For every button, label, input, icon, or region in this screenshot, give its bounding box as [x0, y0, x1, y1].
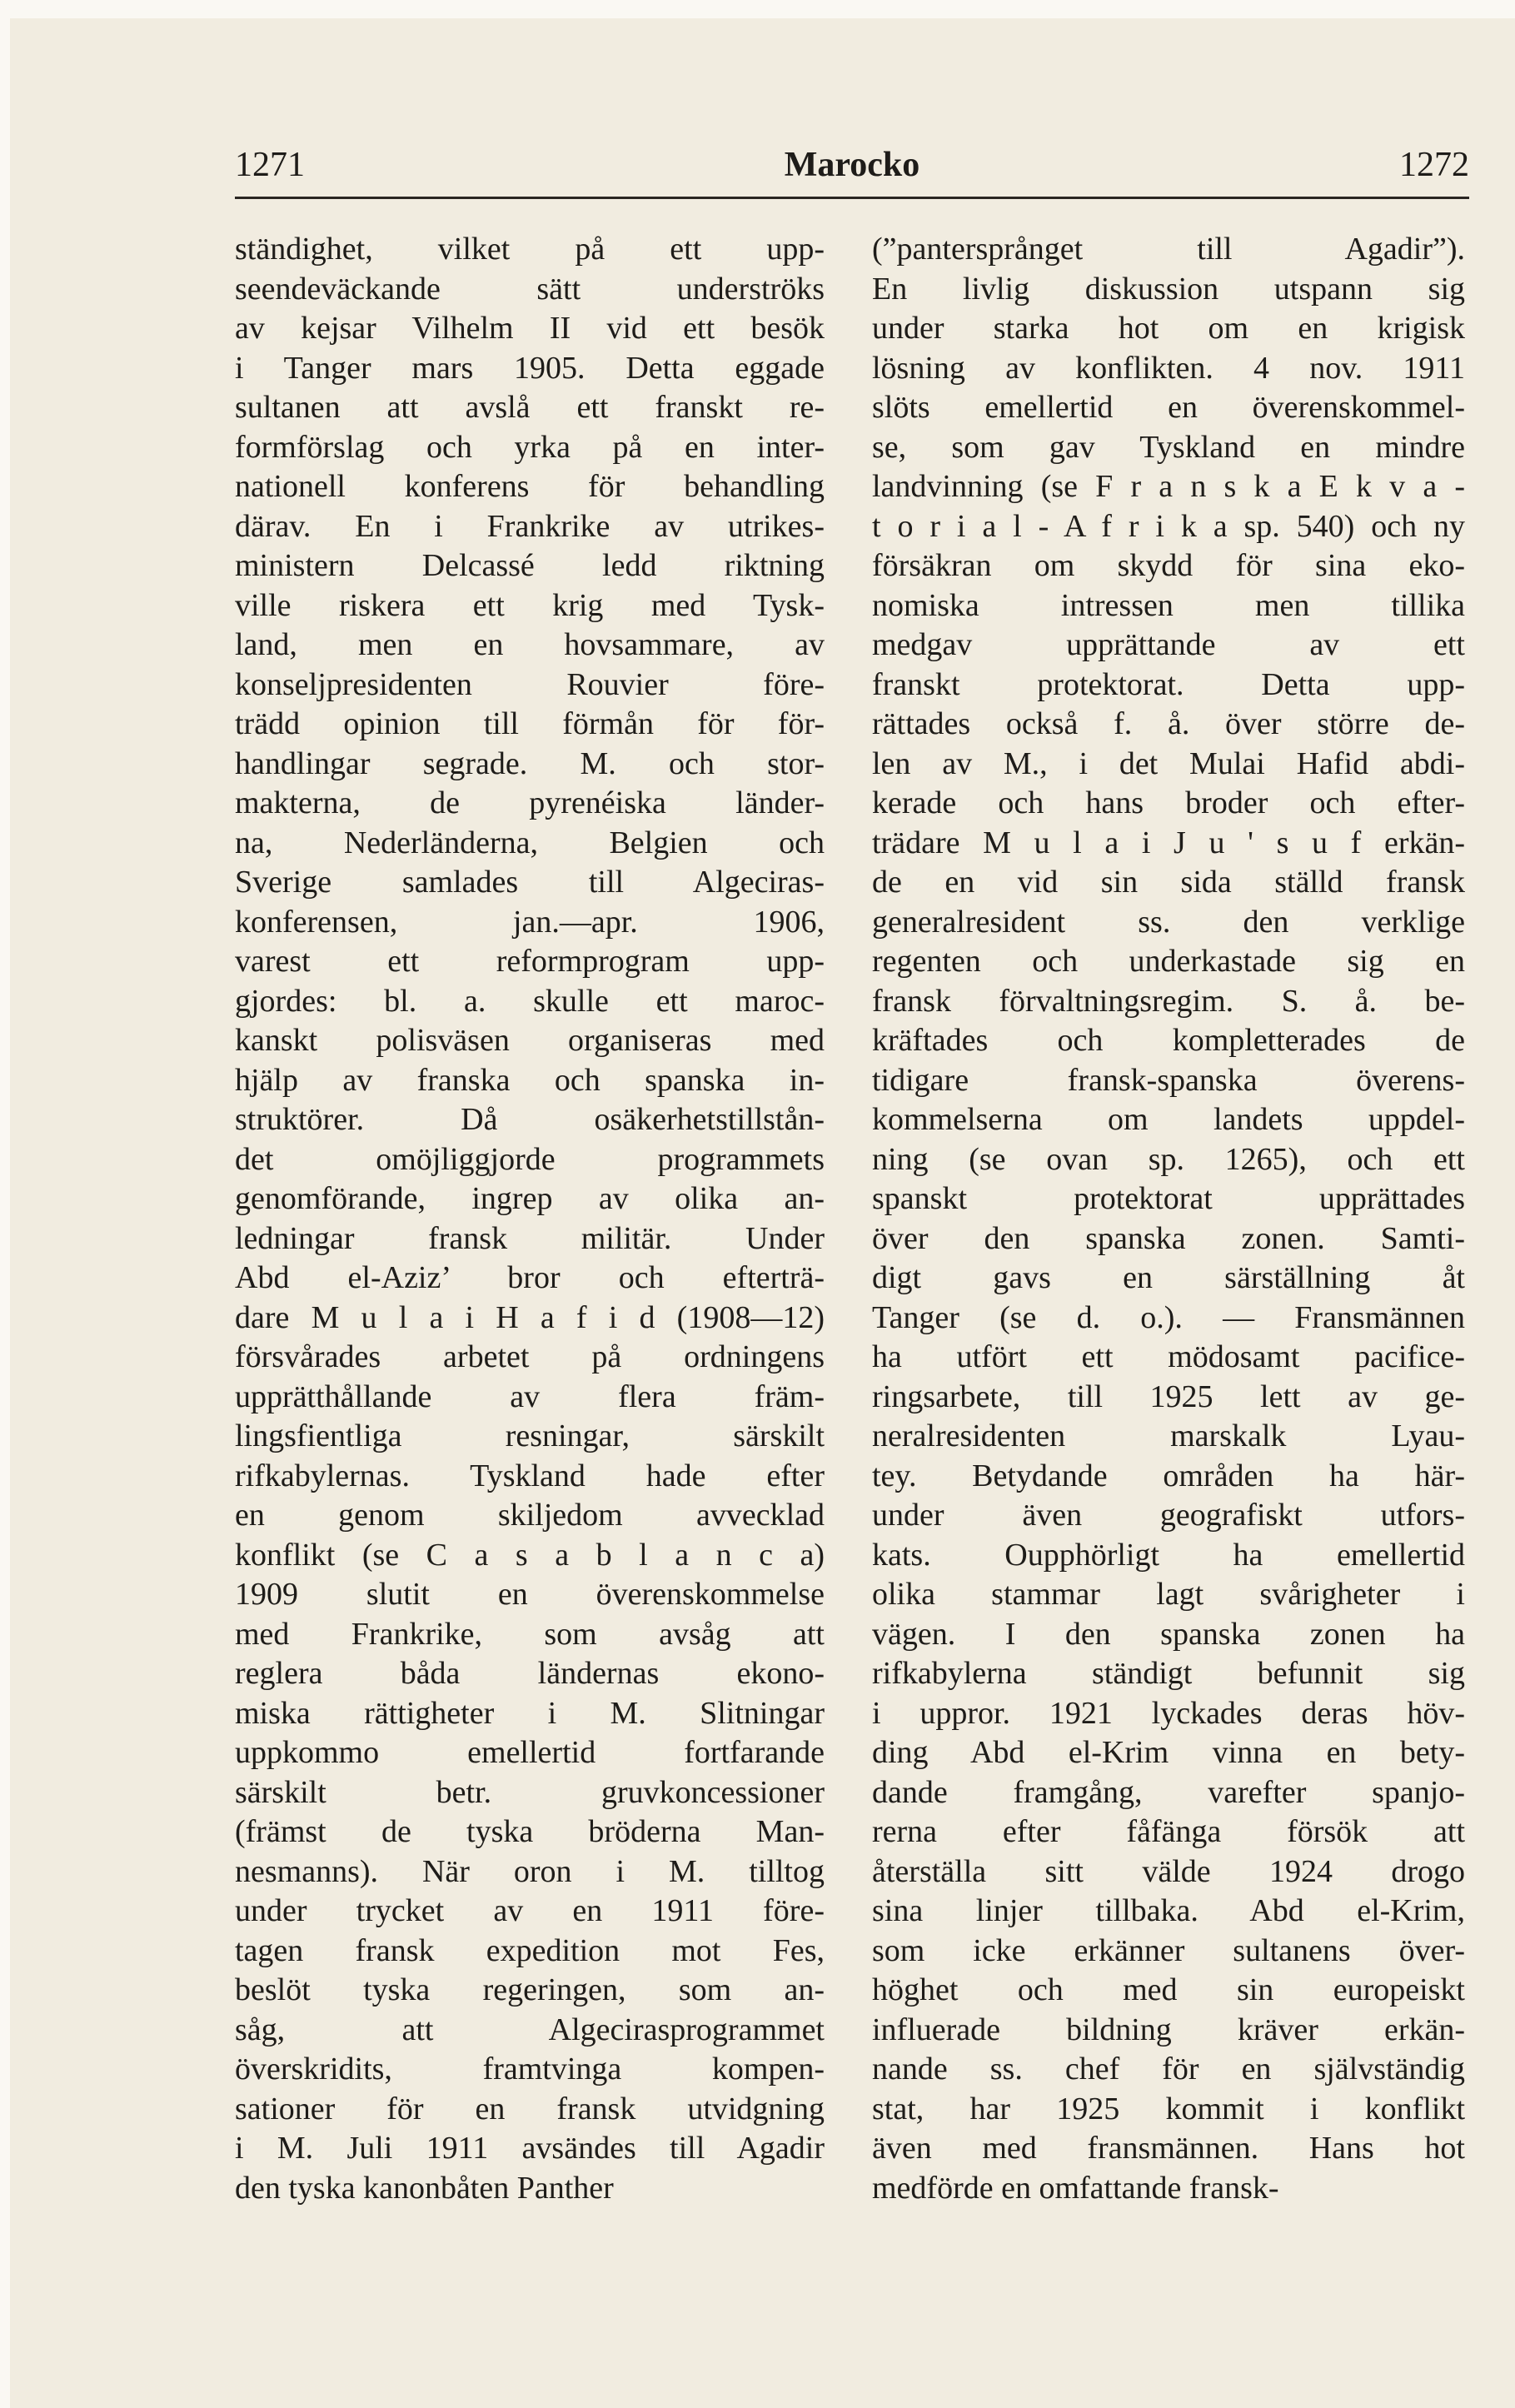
text-line: överskridits, framtvinga kompen- — [235, 2052, 825, 2086]
text-line: såg, att Algecirasprogrammet — [235, 2012, 825, 2047]
text-line: genomförande, ingrep av olika an- — [235, 1181, 825, 1216]
text-line: särskilt betr. gruvkoncessioner — [235, 1774, 825, 1810]
text-line: som icke erkänner sultanens över- — [872, 1932, 1465, 1968]
text-line: rifkabylerna ständigt befunnit sig — [872, 1656, 1465, 1691]
text-line: influerade bildning kräver erkän- — [872, 2012, 1465, 2047]
page-header — [235, 140, 1469, 190]
text-line: försvårades arbetet på ordningens — [235, 1339, 825, 1374]
text-line: varest ett reformprogram upp- — [235, 944, 825, 979]
text-line: neralresidenten marskalk Lyau- — [872, 1418, 1465, 1453]
text-line: tagen fransk expedition mot Fes, — [235, 1932, 825, 1968]
text-line: fransk förvaltningsregim. S. å. be- — [872, 983, 1465, 1019]
text-line: den tyska kanonbåten Panther — [235, 2170, 614, 2206]
text-line: formförslag och yrka på en inter- — [235, 429, 825, 465]
text-line: nationell konferens för behandling — [235, 469, 825, 504]
text-line: Abd el-Aziz’ bror och efterträ- — [235, 1260, 825, 1295]
text-line: makterna, de pyrenéiska länder- — [235, 785, 825, 820]
text-line: generalresident ss. den verklige — [872, 904, 1465, 940]
text-line: reglera båda ländernas ekono- — [235, 1656, 825, 1691]
text-line: handlingar segrade. M. och stor- — [235, 745, 825, 781]
text-line: kats. Oupphörligt ha emellertid — [872, 1537, 1465, 1573]
text-line: trädd opinion till förmån för för- — [235, 706, 825, 741]
text-line: landvinning (se F r a n s k a E k v a - — [872, 469, 1465, 504]
text-line: sina linjer tillbaka. Abd el-Krim, — [872, 1893, 1465, 1928]
text-line: struktörer. Då osäkerhetstillstån- — [235, 1102, 825, 1137]
text-line: lingsfientliga resningar, särskilt — [235, 1418, 825, 1453]
text-line: nomiska intressen men tillika — [872, 587, 1465, 623]
text-line: rättades också f. å. över större de- — [872, 706, 1465, 741]
right-column — [872, 230, 1465, 2208]
text-line: det omöjliggjorde programmets — [235, 1141, 825, 1177]
text-line: land, men en hovsammare, av — [235, 627, 825, 662]
page-edge-top — [0, 0, 1515, 18]
text-line: rerna efter fåfänga försök att — [872, 1814, 1465, 1849]
text-line: slöts emellertid en överenskommel- — [872, 390, 1465, 425]
text-line: med Frankrike, som avsåg att — [235, 1616, 825, 1652]
text-line: digt gavs en särställning åt — [872, 1260, 1465, 1295]
text-line: kerade och hans broder och efter- — [872, 785, 1465, 820]
text-line: spanskt protektorat upprättades — [872, 1181, 1465, 1216]
text-line: kräftades och kompletterades de — [872, 1023, 1465, 1058]
left-column — [235, 230, 825, 2208]
text-line: ringsarbete, till 1925 lett av ge- — [872, 1378, 1465, 1414]
right-column-number: 1272 — [1399, 146, 1469, 184]
text-line: Sverige samlades till Algeciras- — [235, 865, 825, 900]
text-line: ning (se ovan sp. 1265), och ett — [872, 1141, 1465, 1177]
text-line: i M. Juli 1911 avsändes till Agadir — [235, 2131, 825, 2166]
text-line: len av M., i det Mulai Hafid abdi- — [872, 745, 1465, 781]
text-line: i uppror. 1921 lyckades deras höv- — [872, 1695, 1465, 1731]
text-line: rifkabylernas. Tyskland hade efter — [235, 1458, 825, 1493]
text-line: (främst de tyska bröderna Man- — [235, 1814, 825, 1849]
text-line: även med fransmännen. Hans hot — [872, 2131, 1465, 2166]
text-line: (”pantersprånget till Agadir”). — [872, 232, 1465, 267]
text-line: under även geografiskt utfors- — [872, 1498, 1465, 1533]
text-line: olika stammar lagt svårigheter i — [872, 1577, 1465, 1612]
text-line: dare M u l a i H a f i d (1908—12) — [235, 1299, 825, 1335]
text-line: seendeväckande sätt underströks — [235, 271, 825, 307]
text-line: ständighet, vilket på ett upp- — [235, 232, 825, 267]
text-line: medförde en omfattande fransk- — [872, 2170, 1279, 2206]
text-line: t o r i a l - A f r i k a sp. 540) och ny — [872, 508, 1465, 544]
text-line: sationer för en fransk utvidgning — [235, 2091, 825, 2126]
text-line: franskt protektorat. Detta upp- — [872, 666, 1465, 702]
text-line: 1909 slutit en överenskommelse — [235, 1577, 825, 1612]
text-line: na, Nederländerna, Belgien och — [235, 825, 825, 860]
text-line: uppkommo emellertid fortfarande — [235, 1735, 825, 1770]
text-line: ledningar fransk militär. Under — [235, 1220, 825, 1256]
text-line: gjordes: bl. a. skulle ett maroc- — [235, 983, 825, 1019]
text-line: under trycket av en 1911 före- — [235, 1893, 825, 1928]
text-line: medgav upprättande av ett — [872, 627, 1465, 662]
text-line: av kejsar Vilhelm II vid ett besök — [235, 311, 825, 346]
text-line: de en vid sin sida ställd fransk — [872, 865, 1465, 900]
text-line: konseljpresidenten Rouvier före- — [235, 666, 825, 702]
text-line: tidigare fransk-spanska överens- — [872, 1062, 1465, 1098]
text-line: höghet och med sin europeiskt — [872, 1972, 1465, 2007]
text-line: trädare M u l a i J u ' s u f erkän- — [872, 825, 1465, 860]
text-line: en genom skiljedom avvecklad — [235, 1498, 825, 1533]
page-title: Marocko — [784, 146, 920, 184]
text-line: nesmanns). När oron i M. tilltog — [235, 1853, 825, 1889]
text-line: upprätthållande av flera främ- — [235, 1378, 825, 1414]
text-line: miska rättigheter i M. Slitningar — [235, 1695, 825, 1731]
text-line: Tanger (se d. o.). — Fransmännen — [872, 1299, 1465, 1335]
text-line: kanskt polisväsen organiseras med — [235, 1023, 825, 1058]
page-edge-left — [0, 0, 10, 2408]
text-line: lösning av konflikten. 4 nov. 1911 — [872, 350, 1465, 386]
left-column-number: 1271 — [235, 146, 305, 184]
text-line: ding Abd el-Krim vinna en bety- — [872, 1735, 1465, 1770]
text-line: tey. Betydande områden ha här- — [872, 1458, 1465, 1493]
text-line: regenten och underkastade sig en — [872, 944, 1465, 979]
text-line: beslöt tyska regeringen, som an- — [235, 1972, 825, 2007]
text-line: återställa sitt välde 1924 drogo — [872, 1853, 1465, 1889]
text-line: dande framgång, varefter spanjo- — [872, 1774, 1465, 1810]
text-line: ministern Delcassé ledd riktning — [235, 548, 825, 583]
text-line: stat, har 1925 kommit i konflikt — [872, 2091, 1465, 2126]
text-line: ha utfört ett mödosamt pacifice- — [872, 1339, 1465, 1374]
text-line: vägen. I den spanska zonen ha — [872, 1616, 1465, 1652]
text-line: konferensen, jan.—apr. 1906, — [235, 904, 825, 940]
text-line: ville riskera ett krig med Tysk- — [235, 587, 825, 623]
text-line: i Tanger mars 1905. Detta eggade — [235, 350, 825, 386]
text-line: under starka hot om en krigisk — [872, 311, 1465, 346]
text-line: se, som gav Tyskland en mindre — [872, 429, 1465, 465]
text-line: därav. En i Frankrike av utrikes- — [235, 508, 825, 544]
text-line: kommelserna om landets uppdel- — [872, 1102, 1465, 1137]
text-line: En livlig diskussion utspann sig — [872, 271, 1465, 307]
header-rule — [235, 197, 1469, 199]
text-line: nande ss. chef för en självständig — [872, 2052, 1465, 2086]
text-line: konflikt (se C a s a b l a n c a) — [235, 1537, 825, 1573]
text-line: sultanen att avslå ett franskt re- — [235, 390, 825, 425]
text-line: över den spanska zonen. Samti- — [872, 1220, 1465, 1256]
text-line: försäkran om skydd för sina eko- — [872, 548, 1465, 583]
text-line: hjälp av franska och spanska in- — [235, 1062, 825, 1098]
